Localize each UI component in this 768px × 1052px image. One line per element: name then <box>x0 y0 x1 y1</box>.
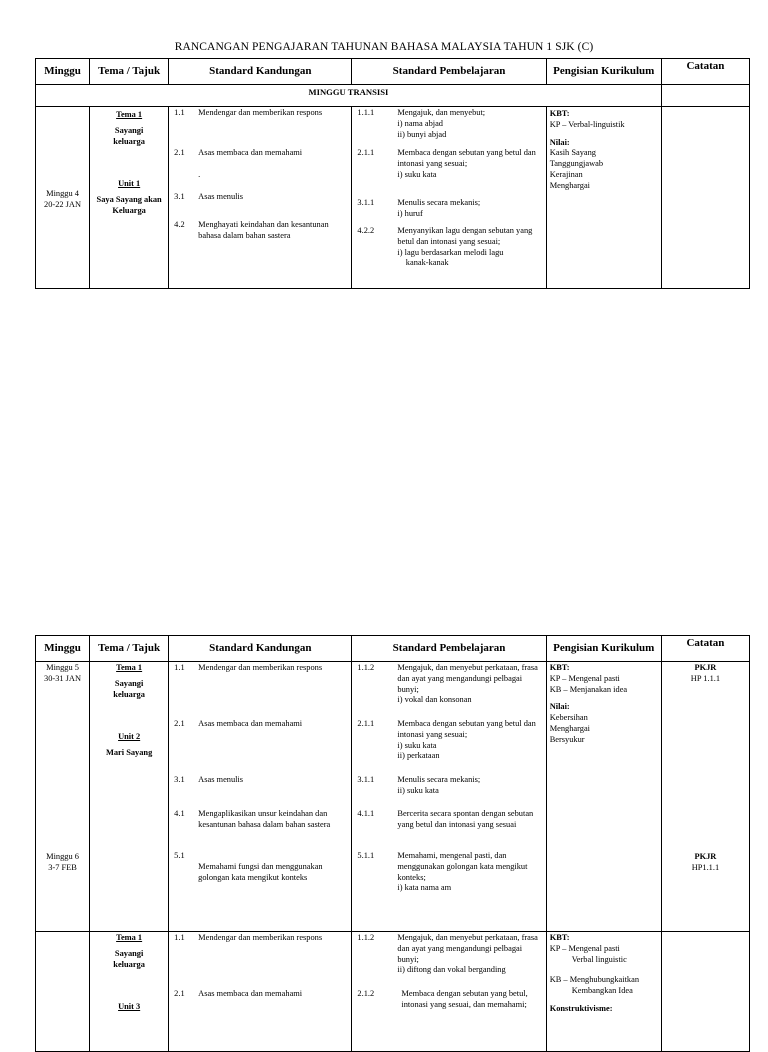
sk-item: 2.1 Asas membaca dan memahami <box>174 989 303 998</box>
unit-label: Unit 3 <box>118 1002 141 1012</box>
minggu-transisi: MINGGU TRANSISI <box>36 85 662 107</box>
nilai-label: Nilai: <box>549 702 570 712</box>
kbt-value: KP – Mengenal pasti KB – Menjanakan idea <box>549 673 628 694</box>
sp-item: 4.1.1 Bercerita secara spontan dengan sebutan yang betul dan intonasi yang sesuai <box>357 809 534 829</box>
konstruktivisme-label: Konstruktivisme: <box>549 1003 613 1013</box>
sp-item: 2.1.2 Membaca dengan sebutan yang betul, intonasi yang sesuai, dan memahami; <box>357 989 528 1009</box>
sp-item: 4.2.2 Menyanyikan lagu dengan sebutan yang betul dan intonasi yang sesuai; i) lagu berdasarkan melodi lagu kanak-kanak <box>357 226 533 268</box>
plan-table-1 <box>35 58 750 289</box>
sp-item: 1.1.1 Mengajuk, dan menyebut; i) nama abjad ii) bunyi abjad <box>357 108 486 139</box>
kbt-value: KP – Mengenal pasti <box>549 943 620 953</box>
nilai-value: Kebersihan Menghargai Bersyukur <box>549 713 591 744</box>
kbt-value: KP – Verbal-linguistik <box>549 119 625 129</box>
sk-item: 2.1 Asas membaca dan memahami <box>174 719 303 728</box>
kbt-value: KB – Menghubungkaitkan <box>549 975 640 985</box>
sk-item: 5.1 Memahami fungsi dan menggunakan golongan kata mengikut konteks <box>174 851 323 882</box>
header-standard-pembelajaran: Standard Pembelajaran <box>352 636 546 662</box>
sp-item: 2.1.1 Membaca dengan sebutan yang betul dan intonasi yang sesuai; i) suku kata ii) perkataan <box>357 719 536 761</box>
transition-row <box>36 85 750 107</box>
sk-item: 1.1 Mendengar dan memberikan respons <box>174 663 323 672</box>
header-standard-kandungan: Standard Kandungan <box>169 636 352 662</box>
tema-name: Sayangi keluarga <box>113 948 145 969</box>
unit-name: Mari Sayang <box>105 748 153 757</box>
kbt-label: KBT: <box>549 663 570 672</box>
week-row <box>36 107 750 289</box>
week-label: Minggu 5 30-31 JAN <box>44 663 82 683</box>
sp-item: 1.1.2 Mengajuk, dan menyebut perkataan, frasa dan ayat yang mengandungi pelbagai bunyi; ii) diftong dan vokal berganding <box>357 933 538 975</box>
kbt-value: Kembangkan Idea <box>571 986 633 995</box>
tema-name: Sayangi keluarga <box>113 678 145 699</box>
sk-item: . <box>198 170 201 179</box>
header-tema: Tema / Tajuk <box>90 59 169 85</box>
kbt-label: KBT: <box>549 109 570 118</box>
catatan-label: PKJR <box>694 852 717 861</box>
tema-label: Tema 1 <box>116 663 143 672</box>
nilai-label: Nilai: <box>549 137 570 147</box>
unit-name: Saya Sayang akan Keluarga <box>96 195 162 215</box>
sk-item: 1.1 Mendengar dan memberikan respons <box>174 933 323 942</box>
tema-label: Tema 1 <box>116 110 143 119</box>
header-pengisian-kurikulum: Pengisian Kurikulum <box>546 636 661 662</box>
unit-label: Unit 1 <box>118 179 141 189</box>
header-standard-pembelajaran: Standard Pembelajaran <box>352 59 546 85</box>
week-row <box>36 932 750 1052</box>
sp-item: 3.1.1 Menulis secara mekanis; i) huruf <box>357 198 481 218</box>
header-pengisian-kurikulum: Pengisian Kurikulum <box>546 59 661 85</box>
sk-item: 4.1 Mengaplikasikan unsur keindahan dan kesantunan bahasa dalam bahan sastera <box>174 809 331 829</box>
kbt-label: KBT: <box>549 933 570 942</box>
header-minggu: Minggu <box>36 59 90 85</box>
sk-item: 3.1 Asas menulis <box>174 775 244 784</box>
header-row <box>36 59 750 85</box>
header-minggu: Minggu <box>36 636 90 662</box>
sk-item: 4.2 Menghayati keindahan dan kesantunan bahasa dalam bahan sastera <box>174 220 329 240</box>
catatan-value: HP 1.1.1 <box>690 673 721 683</box>
sp-item: 1.1.2 Mengajuk, dan menyebut perkataan, frasa dan ayat yang mengandungi pelbagai bunyi; i) vokal dan konsonan <box>357 663 538 705</box>
week-label: Minggu 6 3-7 FEB <box>46 852 79 872</box>
header-catatan: Catatan <box>661 636 749 662</box>
header-row <box>36 636 750 662</box>
nilai-value: Kasih Sayang Tanggungjawab Kerajinan Menghargai <box>549 148 604 190</box>
sp-item: 3.1.1 Menulis secara mekanis; ii) suku kata <box>357 775 481 795</box>
document-title: RANCANGAN PENGAJARAN TAHUNAN BAHASA MALAYSIA TAHUN 1 SJK (C) <box>174 41 594 53</box>
kbt-value: Verbal linguistic <box>571 954 627 964</box>
sk-item: 2.1 Asas membaca dan memahami <box>174 148 303 157</box>
plan-table-2 <box>35 635 750 1052</box>
tema-label: Tema 1 <box>116 933 143 942</box>
sp-item: 2.1.1 Membaca dengan sebutan yang betul dan intonasi yang sesuai; i) suku kata <box>357 148 536 179</box>
sk-item: 1.1 Mendengar dan memberikan respons <box>174 108 323 117</box>
catatan-value: HP1.1.1 <box>691 862 720 872</box>
header-tema: Tema / Tajuk <box>90 636 169 662</box>
header-catatan: Catatan <box>661 59 749 85</box>
header-standard-kandungan: Standard Kandungan <box>169 59 352 85</box>
catatan-label: PKJR <box>694 663 717 672</box>
week-label: Minggu 4 20-22 JAN <box>44 188 82 209</box>
unit-label: Unit 2 <box>118 732 141 742</box>
sk-item: 3.1 Asas menulis <box>174 192 244 201</box>
sp-item: 5.1.1 Memahami, mengenal pasti, dan menggunakan golongan kata mengikut konteks; i) kata nama am <box>357 851 528 893</box>
week-row <box>36 662 750 932</box>
tema-name: Sayangi keluarga <box>113 125 145 146</box>
